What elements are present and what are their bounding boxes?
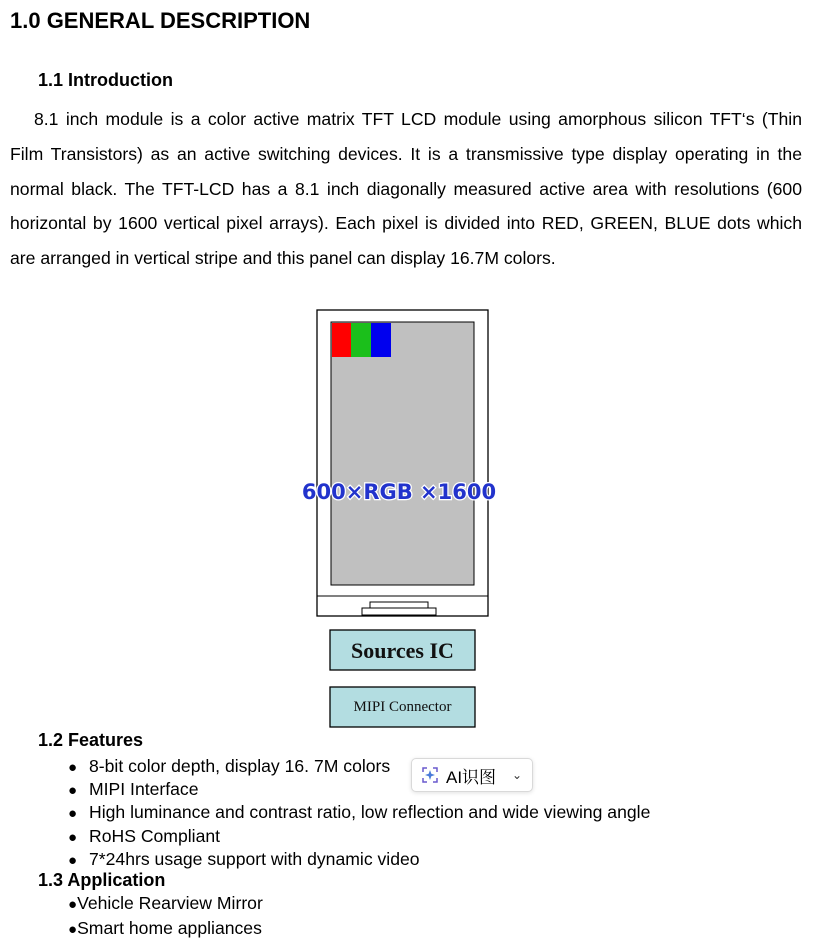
fpc-tab-base [362, 608, 436, 615]
list-item: ● 8-bit color depth, display 16. 7M colors [68, 755, 650, 778]
bullet-icon: ● [68, 759, 78, 776]
section-title: 1.0 GENERAL DESCRIPTION [10, 8, 311, 33]
bullet-icon: ● [68, 805, 78, 823]
active-area [331, 322, 474, 585]
sources-ic-label: Sources IC [351, 638, 454, 663]
introduction-paragraph [10, 102, 802, 276]
application-heading: 1.3 Application [38, 870, 166, 890]
bullet-icon: ● [68, 851, 78, 869]
resolution-label: 600×RGB ×1600 [301, 480, 497, 504]
fpc-tab [370, 602, 428, 608]
list-item: ● 7*24hrs usage support with dynamic video [68, 848, 650, 871]
list-item: ● High luminance and contrast ratio, low reflection and wide viewing angle [68, 801, 650, 824]
mipi-connector-label: MIPI Connector [353, 699, 452, 715]
chevron-down-icon[interactable]: ⌄ [511, 768, 522, 782]
ai-image-recognition-button[interactable] [411, 758, 533, 792]
ai-widget-label: AI识图 [446, 767, 497, 787]
application-list [68, 891, 263, 940]
blue-subpixel [371, 323, 391, 357]
list-item: ● MIPI Interface [68, 778, 650, 801]
bullet-icon: ● [68, 896, 78, 913]
features-heading: 1.2 Features [38, 730, 144, 750]
introduction-text: 8.1 inch module is a color active matrix TFT LCD module using amorphous silicon TFT‘s (Thin Film Transistors) as an active switching devices. It is a transmissive type display operating in the normal black. The TFT-LCD has a 8.1 inch diagonally measured active area with resolutions (600 horizontal by 1600 vertical pixel arrays). Each pixel is divided into RED, GREEN, BLUE dots which are arranged in vertical stripe and this panel can display 16.7M colors. [10, 109, 802, 269]
features-list [68, 755, 650, 871]
sparkle-icon [420, 765, 440, 785]
green-subpixel [351, 323, 371, 357]
list-item: ●Vehicle Rearview Mirror [68, 893, 263, 913]
bullet-icon: ● [68, 782, 78, 800]
red-subpixel [332, 323, 351, 357]
bullet-icon: ● [68, 920, 78, 938]
list-item: ●Smart home appliances [68, 917, 262, 938]
lcd-module-diagram [300, 305, 510, 735]
bullet-icon: ● [68, 828, 78, 846]
introduction-heading: 1.1 Introduction [38, 70, 173, 90]
list-item: ● RoHS Compliant [68, 825, 650, 848]
